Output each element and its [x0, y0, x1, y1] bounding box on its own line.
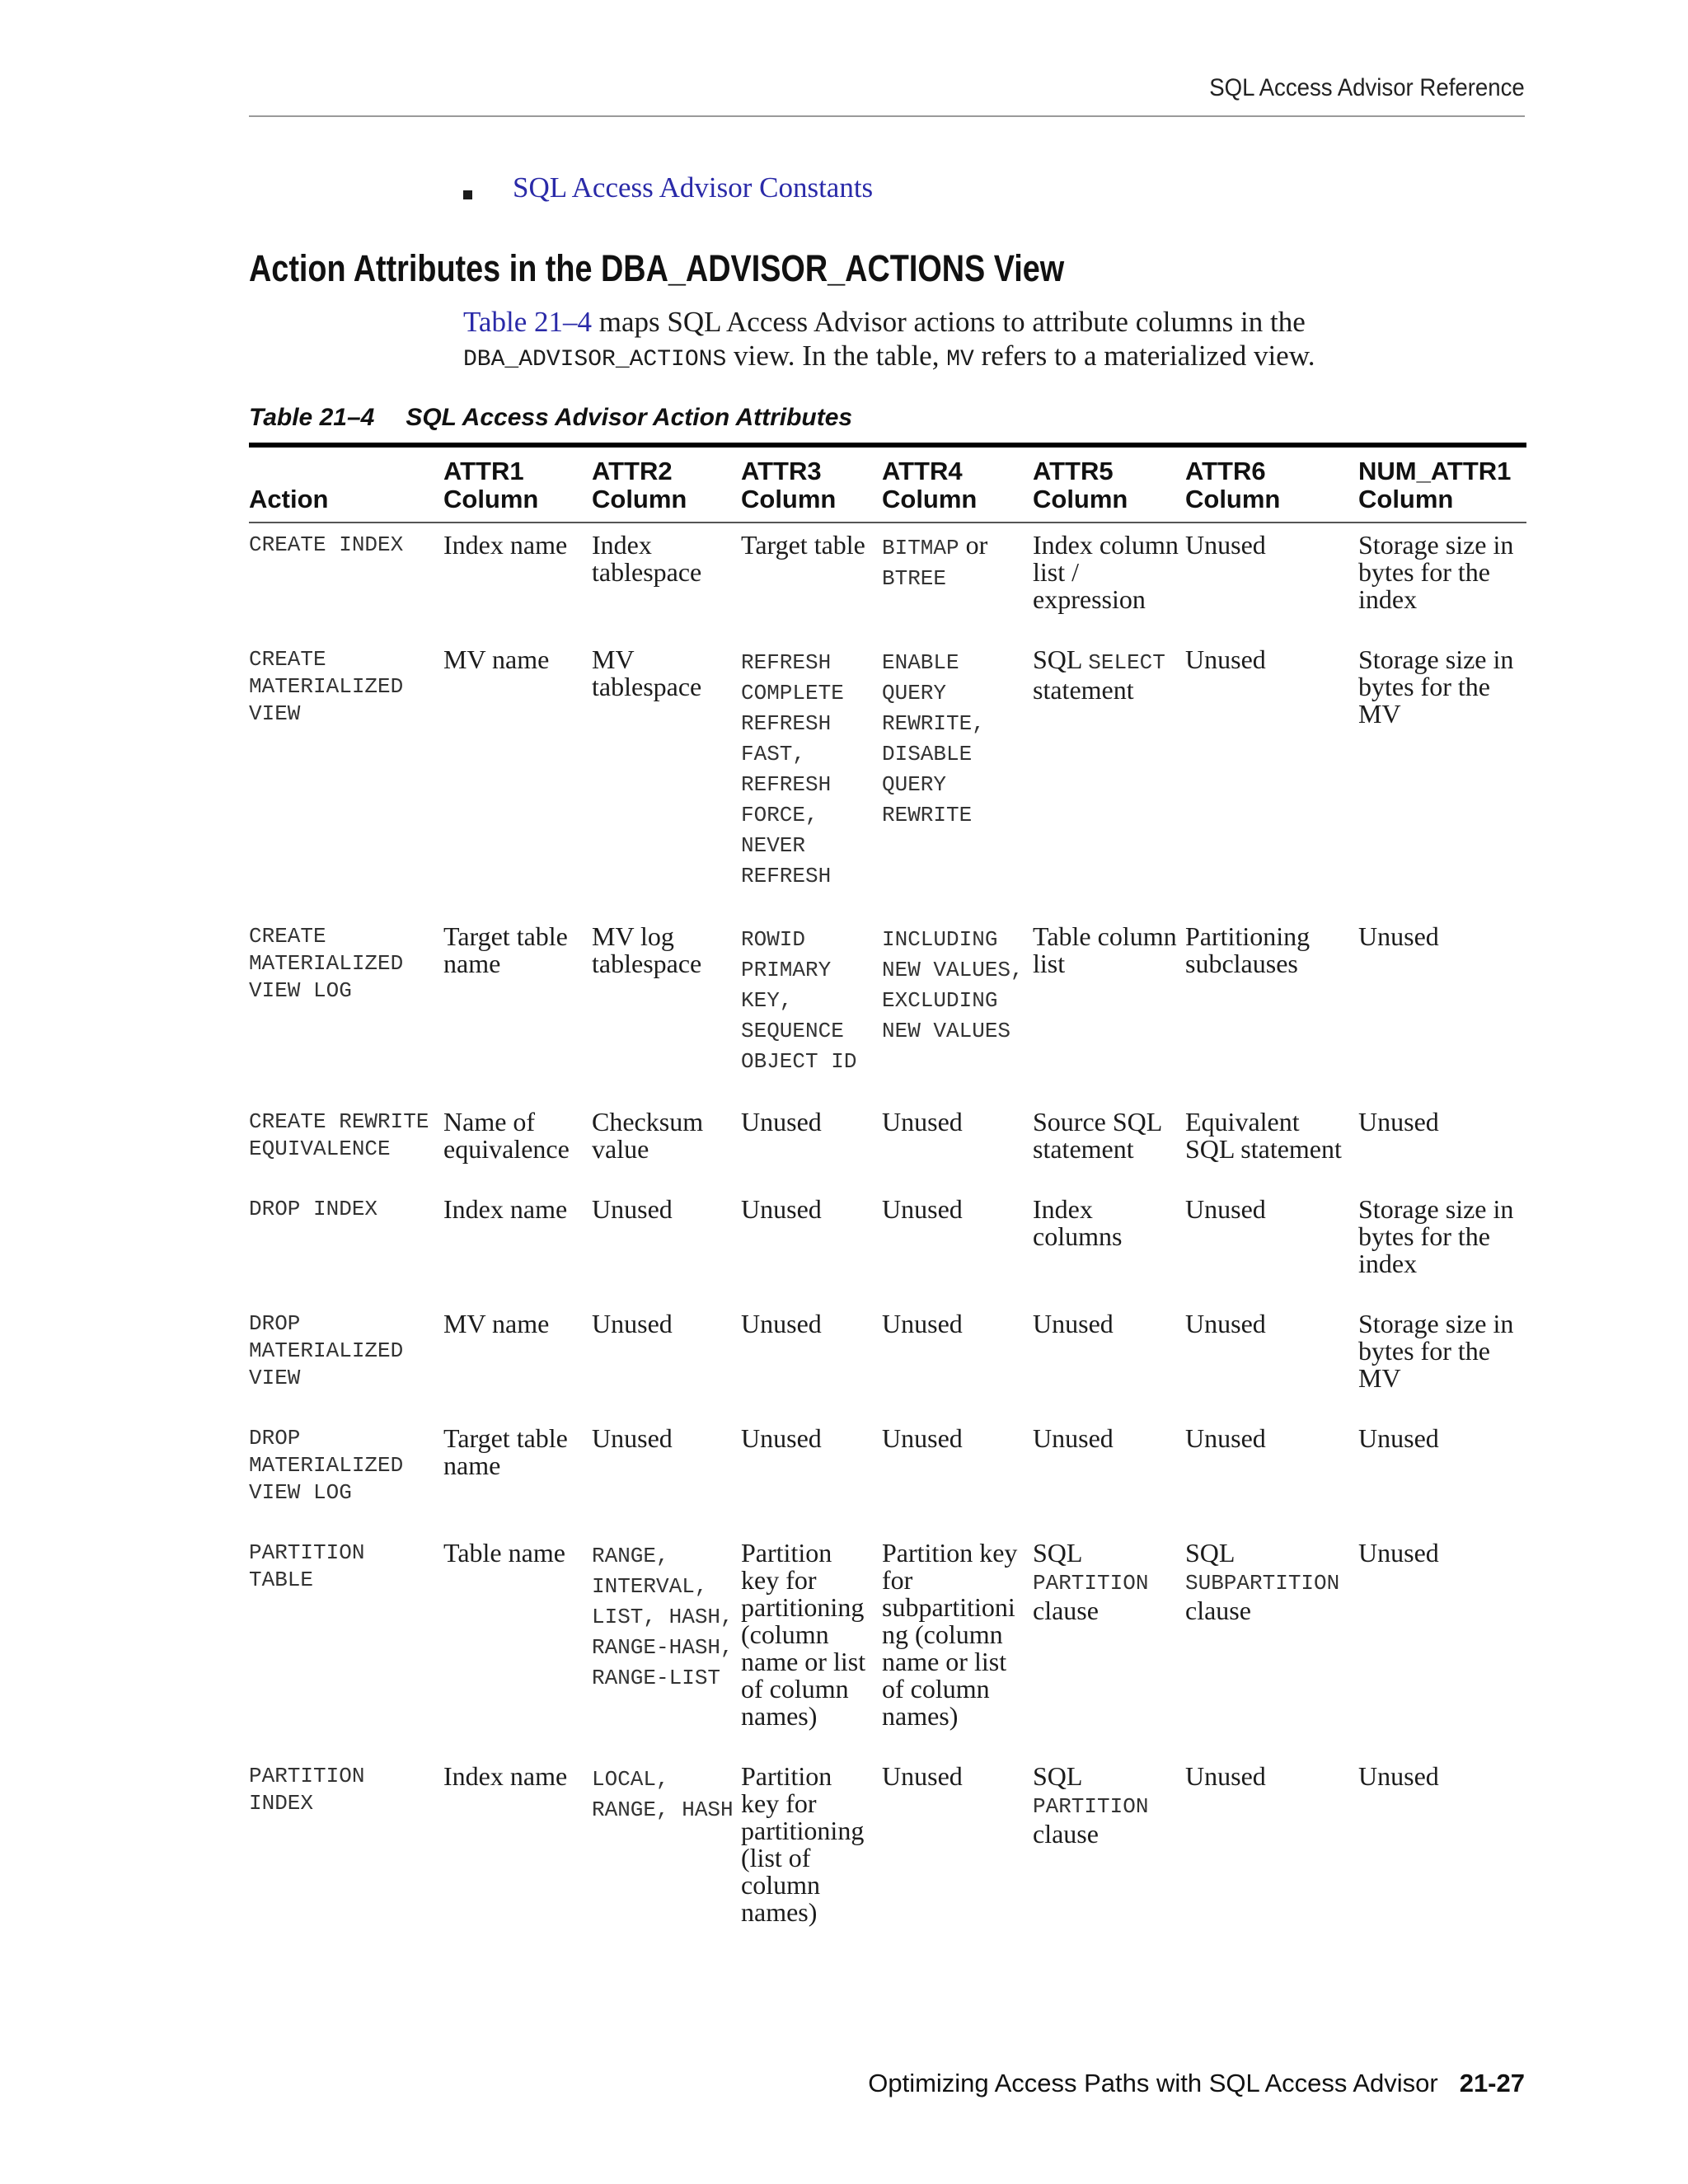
cell-text: Partition key for partitioning (column name or list of column names)	[741, 1538, 866, 1731]
code-text: RANGE, INTERVAL, LIST, HASH, RANGE-HASH, RANGE-LIST	[592, 1544, 734, 1690]
column-header-attr5: ATTR5 Column	[1033, 457, 1128, 513]
bullet-icon	[463, 190, 472, 199]
cell-attr4	[882, 523, 1033, 638]
column-header-attr3: ATTR3 Column	[741, 457, 837, 513]
cell-text: Storage size in bytes for the index	[1358, 530, 1514, 614]
table-body	[249, 523, 1526, 1951]
cell-text: Table name	[443, 1538, 565, 1568]
cell-text: Unused	[1185, 1761, 1266, 1791]
cell-attr2	[592, 1531, 741, 1755]
cell-attr2	[592, 915, 741, 1100]
cell-action	[249, 915, 443, 1100]
cell-attr3	[741, 1100, 882, 1188]
cell-text: Storage size in bytes for the MV	[1358, 644, 1514, 729]
cell-attr1	[443, 1302, 592, 1417]
cell-attr6	[1185, 638, 1358, 915]
cell-attr3	[741, 1188, 882, 1302]
cell-text: Unused	[1358, 1107, 1439, 1137]
code-text: PARTITION	[1033, 1571, 1149, 1596]
cell-text: Unused	[1358, 1538, 1439, 1568]
code-text: PARTITION TABLE	[249, 1540, 365, 1592]
constants-link[interactable]: SQL Access Advisor Constants	[513, 171, 874, 204]
cell-attr2	[592, 523, 741, 638]
code-text: ROWID PRIMARY KEY, SEQUENCE OBJECT ID	[741, 927, 857, 1074]
cell-attr3	[741, 523, 882, 638]
column-header-attr4: ATTR4 Column	[882, 457, 978, 513]
cell-attr2	[592, 1188, 741, 1302]
code-text: PARTITION	[1033, 1794, 1149, 1819]
table-caption-label: Table 21–4	[249, 404, 375, 431]
cell-text: Unused	[592, 1423, 673, 1453]
cell-num-attr1	[1358, 1531, 1526, 1755]
cell-text: or	[959, 530, 988, 560]
code-text: PARTITION INDEX	[249, 1764, 365, 1816]
cell-attr2	[592, 1755, 741, 1951]
cell-text: Unused	[1033, 1423, 1114, 1453]
table-caption-title: SQL Access Advisor Action Attributes	[406, 404, 853, 431]
cell-attr6	[1185, 1188, 1358, 1302]
cell-text: SQL	[1033, 644, 1089, 674]
cell-text: Unused	[1185, 530, 1266, 560]
page-number: 21-27	[1459, 2069, 1525, 2097]
code-text: SELECT	[1088, 650, 1165, 675]
cell-text: Unused	[882, 1761, 963, 1791]
cell-text: Unused	[1358, 1761, 1439, 1791]
cell-text: Unused	[741, 1309, 822, 1338]
column-header-attr1: ATTR1 Column	[443, 457, 539, 513]
intro-paragraph	[463, 305, 1526, 377]
page-header	[249, 74, 1525, 117]
column-header-attr6: ATTR6 Column	[1185, 457, 1281, 513]
code-text: LOCAL, RANGE, HASH	[592, 1767, 734, 1822]
cell-text: Unused	[741, 1107, 822, 1137]
cell-text: Unused	[741, 1194, 822, 1224]
cell-text: MV log tablespace	[592, 921, 702, 978]
cell-text: Index column list / expression	[1033, 530, 1179, 614]
column-header-attr2: ATTR2 Column	[592, 457, 687, 513]
view-name-code: DBA_ADVISOR_ACTIONS	[463, 347, 727, 373]
table-row	[249, 523, 1526, 638]
cell-attr6	[1185, 523, 1358, 638]
code-text: CREATE MATERIALIZED VIEW	[249, 647, 404, 726]
cell-attr5	[1033, 915, 1185, 1100]
cell-attr2	[592, 1100, 741, 1188]
cell-action	[249, 1100, 443, 1188]
cell-attr4	[882, 915, 1033, 1100]
cell-attr4	[882, 1531, 1033, 1755]
code-text: BTREE	[882, 566, 947, 591]
cell-attr2	[592, 638, 741, 915]
cell-action	[249, 1531, 443, 1755]
cell-attr3	[741, 915, 882, 1100]
code-text: CREATE REWRITE EQUIVALENCE	[249, 1109, 429, 1161]
table-reference-link[interactable]: Table 21–4	[463, 306, 592, 338]
cell-text: clause	[1185, 1596, 1251, 1625]
cell-action	[249, 638, 443, 915]
cell-text: Unused	[592, 1194, 673, 1224]
cell-text: Unused	[882, 1309, 963, 1338]
cell-text: Table column list	[1033, 921, 1177, 978]
cell-attr1	[443, 915, 592, 1100]
intro-text: view. In the table,	[726, 340, 947, 372]
table-caption	[249, 404, 852, 432]
cell-attr4	[882, 1302, 1033, 1417]
intro-text: refers to a materialized view.	[973, 340, 1315, 372]
cell-text: Index name	[443, 530, 568, 560]
cell-text: Unused	[741, 1423, 822, 1453]
cell-attr5	[1033, 1531, 1185, 1755]
cell-action	[249, 1188, 443, 1302]
cell-text: Partition key for partitioning (list of column names)	[741, 1761, 865, 1927]
cell-attr1	[443, 638, 592, 915]
code-text: INCLUDING NEW VALUES, EXCLUDING NEW VALUES	[882, 927, 1024, 1043]
table-row	[249, 1755, 1526, 1951]
cell-text: Unused	[1033, 1309, 1114, 1338]
cell-text: Index name	[443, 1761, 568, 1791]
code-text: CREATE INDEX	[249, 532, 404, 557]
cell-action	[249, 523, 443, 638]
mv-code: MV	[946, 347, 974, 373]
cell-text: Unused	[1185, 1309, 1266, 1338]
cell-attr6	[1185, 1417, 1358, 1531]
cell-attr2	[592, 1302, 741, 1417]
cell-text: Unused	[1185, 1423, 1266, 1453]
table-row	[249, 1100, 1526, 1188]
cell-action	[249, 1755, 443, 1951]
code-text: DROP MATERIALIZED VIEW LOG	[249, 1426, 404, 1505]
cell-num-attr1	[1358, 1302, 1526, 1417]
cell-text: Name of equivalence	[443, 1107, 570, 1164]
cell-text: clause	[1033, 1596, 1099, 1625]
action-attributes-table	[249, 443, 1526, 1951]
cell-text: MV name	[443, 644, 550, 674]
table-row	[249, 1188, 1526, 1302]
cell-text: Partitioning subclauses	[1185, 921, 1311, 978]
cell-text: Unused	[1185, 1194, 1266, 1224]
cell-text: Unused	[882, 1107, 963, 1137]
cell-text: Storage size in bytes for the MV	[1358, 1309, 1514, 1393]
code-text: ENABLE QUERY REWRITE, DISABLE QUERY REWRITE	[882, 650, 985, 827]
cell-text: Index columns	[1033, 1194, 1123, 1251]
running-header-title: SQL Access Advisor Reference	[1209, 74, 1525, 101]
cell-num-attr1	[1358, 1188, 1526, 1302]
code-text: DROP INDEX	[249, 1197, 378, 1221]
cell-text: MV name	[443, 1309, 550, 1338]
cell-attr6	[1185, 1755, 1358, 1951]
cell-attr1	[443, 523, 592, 638]
cell-text: SQL	[1185, 1538, 1235, 1568]
code-text: SUBPARTITION	[1185, 1571, 1340, 1596]
intro-text: maps SQL Access Advisor actions to attribute columns in the	[591, 306, 1306, 338]
cell-attr6	[1185, 1100, 1358, 1188]
page-footer	[868, 2069, 1525, 2098]
cell-text: Unused	[882, 1423, 963, 1453]
table-row	[249, 638, 1526, 915]
cell-text: Equivalent SQL statement	[1185, 1107, 1342, 1164]
cell-attr1	[443, 1188, 592, 1302]
cell-attr5	[1033, 1100, 1185, 1188]
cell-num-attr1	[1358, 1755, 1526, 1951]
cell-text: Unused	[1358, 921, 1439, 951]
cell-num-attr1	[1358, 915, 1526, 1100]
cell-attr1	[443, 1417, 592, 1531]
cell-text: Unused	[882, 1194, 963, 1224]
column-header-num-attr1: NUM_ATTR1 Column	[1358, 457, 1512, 513]
cell-text: Storage size in bytes for the index	[1358, 1194, 1514, 1278]
cell-attr4	[882, 638, 1033, 915]
cell-text: SQL	[1033, 1538, 1082, 1568]
cell-text: Target table name	[443, 921, 568, 978]
table-row	[249, 1417, 1526, 1531]
column-header-action: Action	[249, 485, 329, 513]
cell-num-attr1	[1358, 1100, 1526, 1188]
cell-attr3	[741, 1302, 882, 1417]
cell-text: Target table name	[443, 1423, 568, 1480]
cell-attr3	[741, 1531, 882, 1755]
cell-text: Unused	[1185, 644, 1266, 674]
cell-text: Partition key for subpartitioning (column name or list of column names)	[882, 1538, 1018, 1731]
cell-attr5	[1033, 1417, 1185, 1531]
cell-attr5	[1033, 1188, 1185, 1302]
code-text: REFRESH COMPLETE REFRESH FAST, REFRESH FORCE, NEVER REFRESH	[741, 650, 844, 888]
cell-attr4	[882, 1100, 1033, 1188]
cell-action	[249, 1302, 443, 1417]
cell-text: Checksum value	[592, 1107, 704, 1164]
cell-attr3	[741, 638, 882, 915]
table-row	[249, 1302, 1526, 1417]
cell-num-attr1	[1358, 638, 1526, 915]
table-row	[249, 1531, 1526, 1755]
cell-action	[249, 1417, 443, 1531]
cell-attr6	[1185, 915, 1358, 1100]
cell-attr1	[443, 1100, 592, 1188]
cell-text: SQL	[1033, 1761, 1082, 1791]
cell-attr3	[741, 1755, 882, 1951]
cell-text: Index tablespace	[592, 530, 702, 587]
cell-attr1	[443, 1531, 592, 1755]
cell-num-attr1	[1358, 523, 1526, 638]
cell-attr5	[1033, 1755, 1185, 1951]
cell-text: clause	[1033, 1819, 1099, 1849]
code-text: DROP MATERIALIZED VIEW	[249, 1311, 404, 1390]
cell-attr2	[592, 1417, 741, 1531]
table-row	[249, 915, 1526, 1100]
cell-attr1	[443, 1755, 592, 1951]
cell-attr5	[1033, 638, 1185, 915]
cell-text: Target table	[741, 530, 865, 560]
code-text: BITMAP	[882, 536, 959, 560]
cell-attr5	[1033, 1302, 1185, 1417]
section-heading: Action Attributes in the DBA_ADVISOR_ACTIONS View	[249, 247, 1065, 289]
cell-text: Unused	[1358, 1423, 1439, 1453]
cell-text: Index name	[443, 1194, 568, 1224]
cell-attr3	[741, 1417, 882, 1531]
cell-attr6	[1185, 1531, 1358, 1755]
header-row	[249, 445, 1526, 523]
cell-attr4	[882, 1188, 1033, 1302]
cell-attr6	[1185, 1302, 1358, 1417]
cell-text: MV tablespace	[592, 644, 702, 701]
cell-attr4	[882, 1417, 1033, 1531]
cell-num-attr1	[1358, 1417, 1526, 1531]
table-header	[249, 445, 1526, 523]
footer-title: Optimizing Access Paths with SQL Access Advisor	[868, 2069, 1438, 2097]
cell-text: Source SQL statement	[1033, 1107, 1162, 1164]
cell-text: statement	[1033, 675, 1134, 705]
cell-attr5	[1033, 523, 1185, 638]
cell-text: Unused	[592, 1309, 673, 1338]
cell-attr4	[882, 1755, 1033, 1951]
code-text: CREATE MATERIALIZED VIEW LOG	[249, 924, 404, 1003]
